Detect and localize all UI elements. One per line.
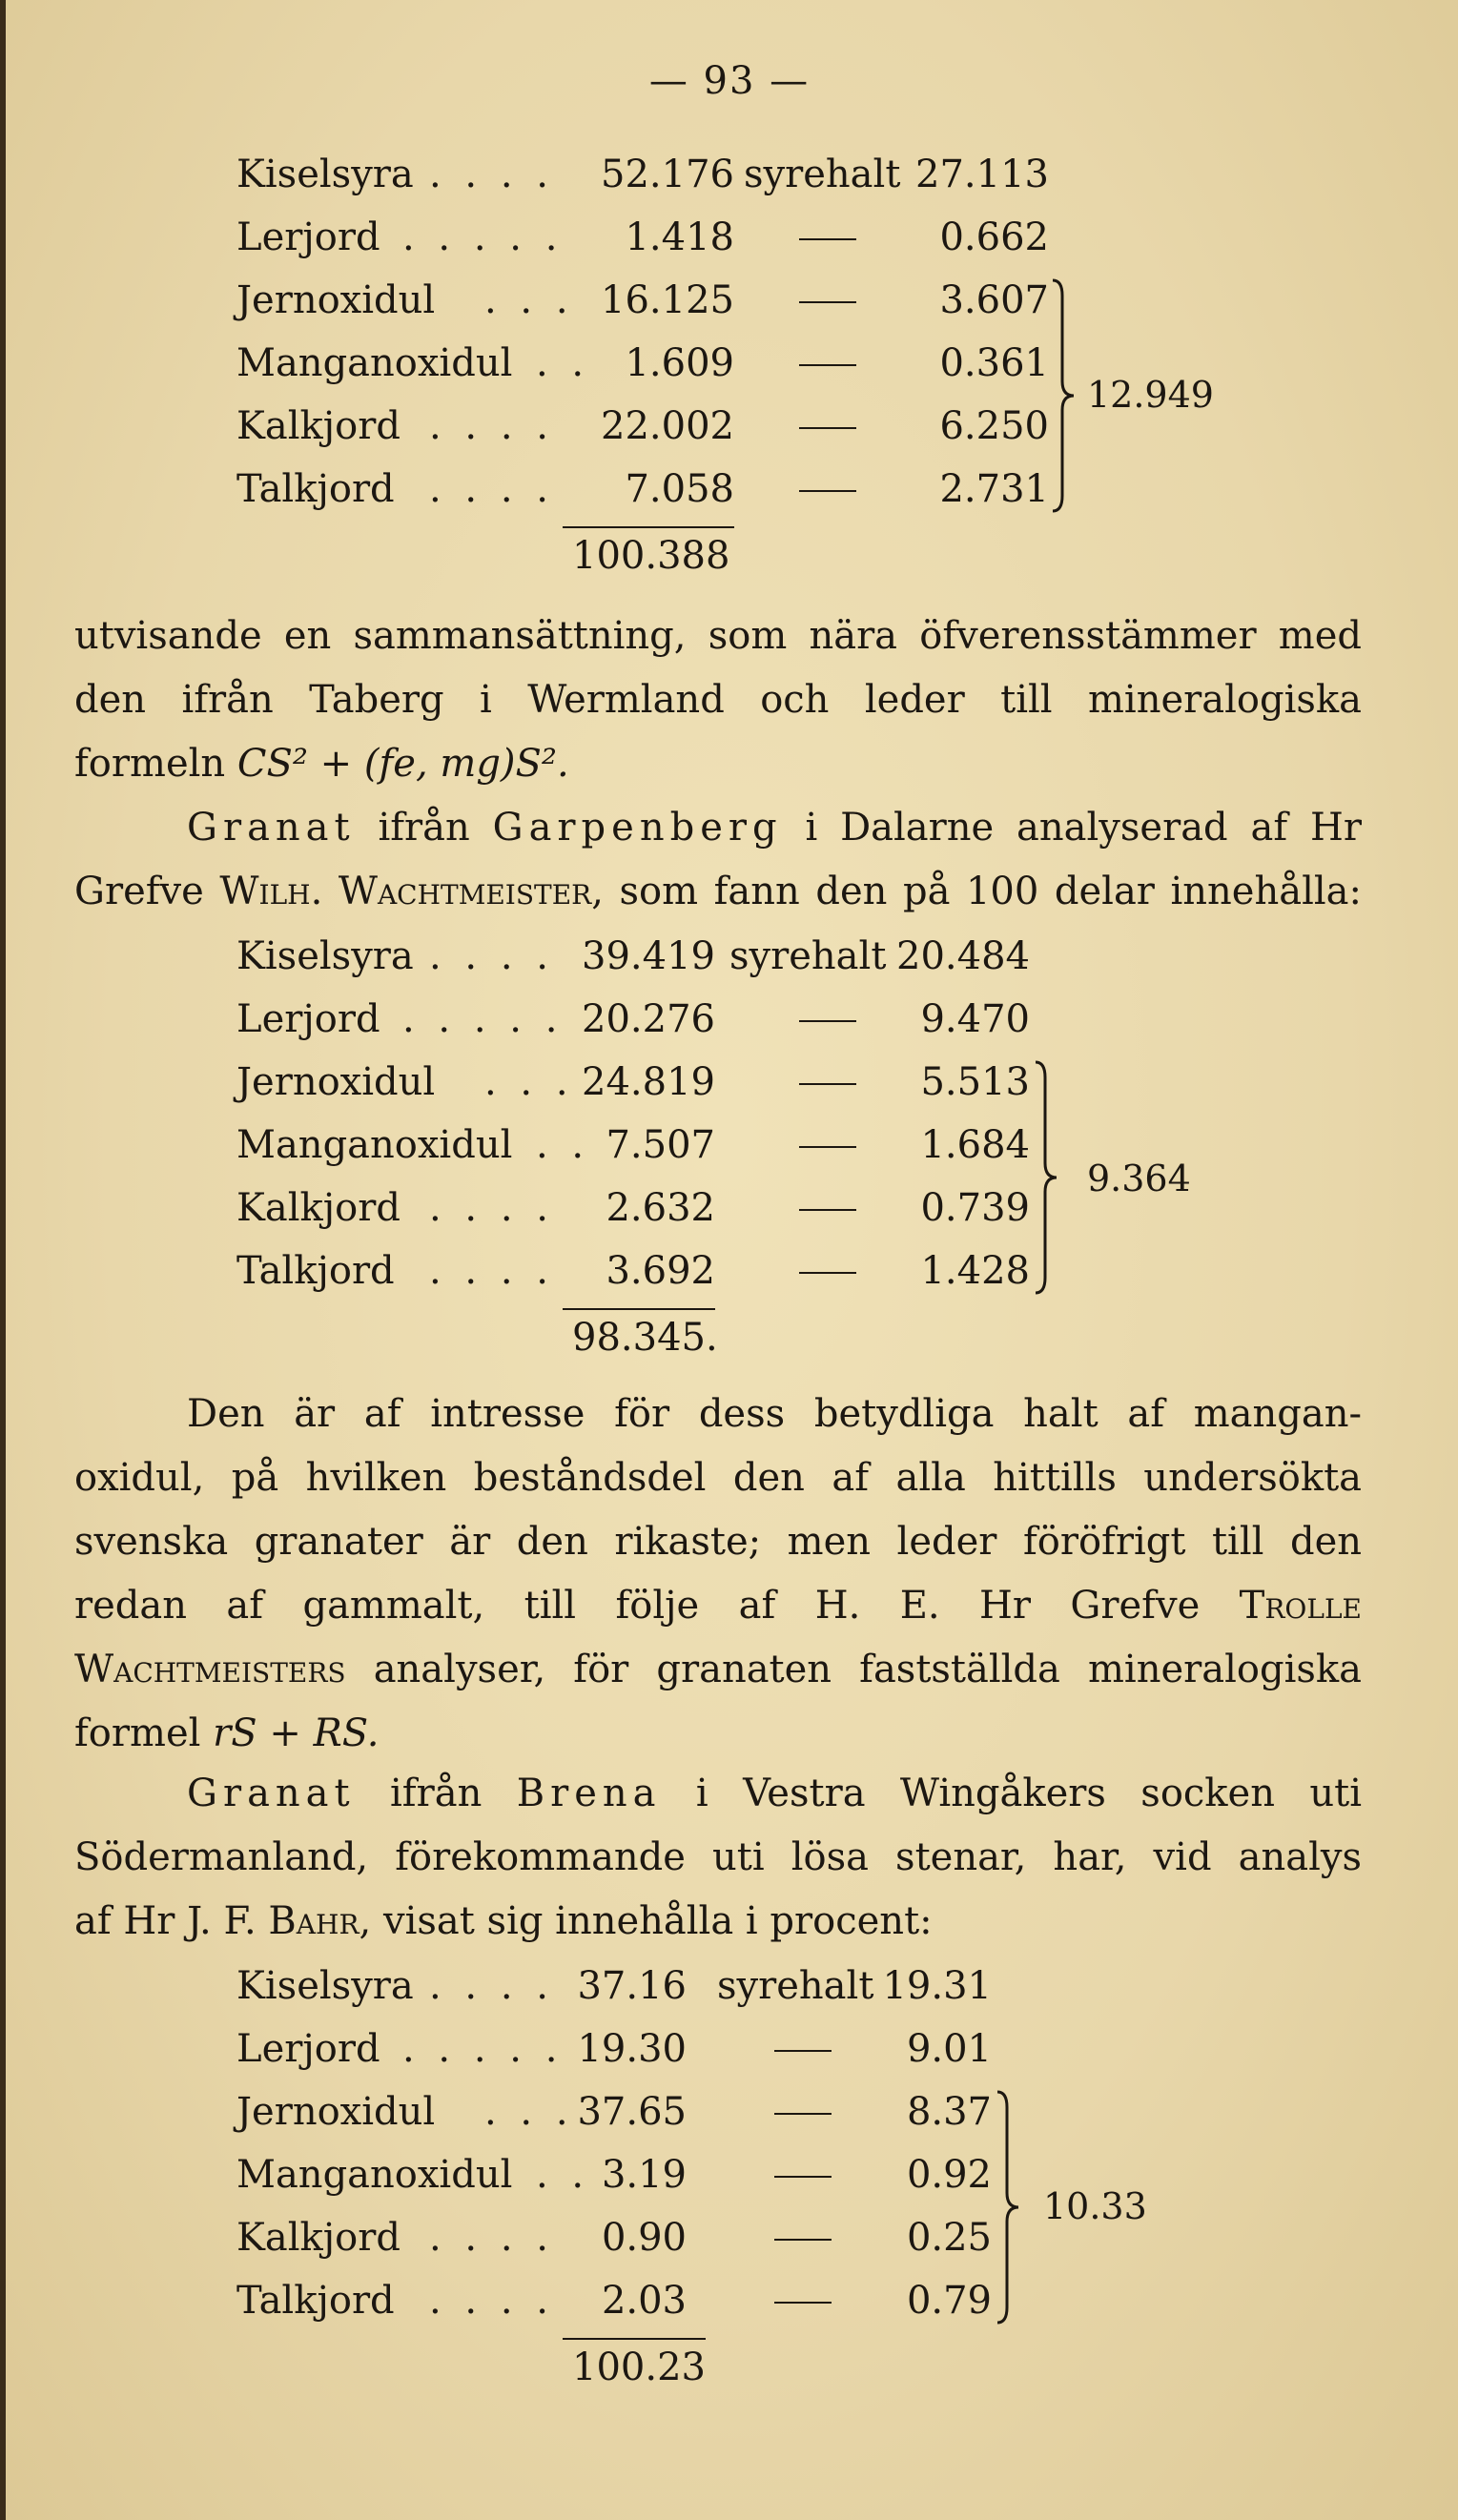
oxygen-value: 3.607 [939, 278, 1049, 322]
leader-dots: . . . [484, 278, 574, 322]
row-label: Lerjord [236, 215, 380, 259]
leader-dots: . . . [484, 2090, 574, 2134]
oxygen-header: syrehalt [717, 1964, 874, 2008]
oxygen-value: 1.684 [920, 1123, 1030, 1167]
row-label: Jernoxidul [236, 278, 436, 322]
text-fragment: i Vestra Wingåkers socken uti [695, 1772, 1362, 1815]
table-row [0, 2143, 1458, 2206]
table-row [0, 2080, 1458, 2143]
row-label: Talkjord [236, 2279, 395, 2323]
text-line: svenska granater är den rikaste; men leder föröfrigt till den [74, 1520, 1362, 1564]
table-row [0, 1177, 1458, 1240]
ditto-dash [799, 1020, 856, 1022]
percent-value: 19.30 [577, 2027, 687, 2071]
ditto-dash [774, 2050, 832, 2052]
leader-dots: . . [536, 1123, 590, 1167]
ditto-dash [799, 238, 856, 240]
oxygen-header: syrehalt [744, 153, 901, 196]
table-row [0, 395, 1458, 458]
page-number: — 93 — [648, 59, 811, 103]
ditto-dash [799, 490, 856, 492]
ditto-dash [799, 427, 856, 429]
table-row [0, 1114, 1458, 1177]
text-line [74, 860, 1362, 924]
text-fragment: formeln [74, 742, 226, 786]
percent-value: 3.692 [606, 1249, 715, 1293]
percent-value: 1.418 [625, 215, 734, 259]
oxygen-value: 6.250 [939, 404, 1049, 448]
text-fragment: af Hr J. F. [74, 1899, 257, 1943]
text-fragment: Grefve [74, 870, 204, 913]
row-label: Kalkjord [236, 404, 400, 448]
spaced-word: Granat [187, 806, 356, 850]
ditto-dash [774, 2239, 832, 2241]
chemical-formula: CS² + (fe, mg)S². [236, 742, 569, 786]
percent-value: 37.16 [577, 1964, 687, 2008]
text-line [74, 1702, 1362, 1766]
leader-dots: . . . . [429, 153, 555, 196]
oxygen-value: 0.79 [906, 2279, 992, 2323]
row-label: Manganoxidul [236, 1123, 513, 1167]
text-line [74, 732, 1362, 796]
ditto-dash [774, 2176, 832, 2178]
row-label: Manganoxidul [236, 341, 513, 385]
text-line: Södermanland, förekommande uti lösa stenar, har, vid analys [74, 1835, 1362, 1879]
paragraph-4 [74, 1762, 1362, 1954]
percent-value: 37.65 [577, 2090, 687, 2134]
curly-brace [994, 2088, 1022, 2326]
spaced-word: Garpenberg [492, 806, 783, 850]
percent-value: 52.176 [601, 153, 734, 196]
leader-dots: . . . . . [402, 215, 564, 259]
oxygen-value: 5.513 [920, 1060, 1030, 1104]
percent-value: 1.609 [625, 341, 734, 385]
oxygen-value: 0.361 [939, 341, 1049, 385]
curly-brace [1032, 1058, 1060, 1297]
row-label: Talkjord [236, 467, 395, 511]
table-row [0, 269, 1458, 332]
leader-dots: . . . . [429, 934, 555, 978]
leader-dots: . . . . . [402, 2027, 564, 2071]
table-row [0, 332, 1458, 395]
text-line [74, 1574, 1362, 1638]
table-row [0, 2018, 1458, 2080]
oxygen-value: 0.739 [920, 1186, 1030, 1230]
table-row [0, 2206, 1458, 2269]
oxygen-value: 9.01 [906, 2027, 992, 2071]
table-total: 100.388 [572, 534, 730, 578]
text-fragment: visat sig innehålla i procent: [382, 1899, 933, 1943]
table-row [0, 143, 1458, 206]
ditto-dash [799, 1209, 856, 1211]
brace-sum: 10.33 [1043, 2185, 1147, 2227]
text-fragment: redan af gammalt, till följe af H. E. Hr Grefve [74, 1584, 1201, 1628]
oxygen-value: 19.31 [882, 1964, 992, 2008]
row-label: Talkjord [236, 1249, 395, 1293]
row-label: Kiselsyra [236, 1964, 414, 2008]
table-row [0, 1051, 1458, 1114]
paragraph-2 [74, 796, 1362, 924]
oxygen-value: 20.484 [896, 934, 1030, 978]
oxygen-value: 8.37 [906, 2090, 992, 2134]
text-line [74, 1890, 1362, 1954]
row-label: Manganoxidul [236, 2153, 513, 2197]
leader-dots: . . . . [429, 404, 555, 448]
percent-value: 7.058 [625, 467, 734, 511]
text-line [74, 796, 1362, 860]
oxygen-value: 9.470 [920, 997, 1030, 1041]
sum-rule [563, 2338, 706, 2340]
leader-dots: . . . [484, 1060, 574, 1104]
table-row [0, 1240, 1458, 1302]
person-name: Trolle [1239, 1584, 1362, 1628]
text-line: Den är af intresse för dess betydliga halt af mangan- [187, 1392, 1362, 1436]
person-name: Wilh. Wachtmeister, [219, 870, 604, 913]
table-row [0, 458, 1458, 521]
paragraph-3 [74, 1383, 1362, 1766]
oxygen-header: syrehalt [729, 934, 887, 978]
text-line: utvisande en sammansättning, som nära öfverensstämmer med [74, 614, 1362, 658]
leader-dots: . . . . [429, 2216, 555, 2260]
spaced-word: Granat [187, 1772, 356, 1815]
oxygen-value: 27.113 [915, 153, 1049, 196]
curly-brace [1049, 277, 1078, 515]
table-row [0, 925, 1458, 988]
percent-value: 2.632 [606, 1186, 715, 1230]
ditto-dash [799, 1083, 856, 1085]
sum-rule [563, 1308, 715, 1310]
ditto-dash [799, 364, 856, 366]
text-fragment: ifrån [390, 1772, 483, 1815]
text-line [74, 1638, 1362, 1702]
leader-dots: . . [536, 2153, 590, 2197]
percent-value: 22.002 [601, 404, 734, 448]
table-total: 100.23 [572, 2346, 706, 2389]
spaced-word: Brena [516, 1772, 662, 1815]
text-line: den ifrån Taberg i Wermland och leder till mineralogiska [74, 678, 1362, 722]
table-row [0, 2269, 1458, 2332]
row-label: Kalkjord [236, 1186, 400, 1230]
row-label: Jernoxidul [236, 1060, 436, 1104]
oxygen-value: 2.731 [939, 467, 1049, 511]
text-line: oxidul, på hvilken beståndsdel den af alla hittills undersökta [74, 1456, 1362, 1500]
ditto-dash [774, 2113, 832, 2115]
percent-value: 16.125 [601, 278, 734, 322]
table-row [0, 988, 1458, 1051]
person-name: Bahr, [268, 1899, 372, 1943]
text-fragment: formel [74, 1711, 201, 1755]
row-label: Kalkjord [236, 2216, 400, 2260]
text-line [74, 1762, 1362, 1826]
leader-dots: . . . . [429, 1964, 555, 2008]
leader-dots: . . . . [429, 1249, 555, 1293]
leader-dots: . . . . [429, 2279, 555, 2323]
table-total: 98.345. [572, 1316, 718, 1360]
percent-value: 7.507 [606, 1123, 715, 1167]
percent-value: 2.03 [601, 2279, 687, 2323]
paragraph-1 [74, 604, 1362, 796]
text-fragment: i Dalarne analyserad af Hr [805, 806, 1362, 850]
text-fragment: som fann den på 100 delar innehålla: [619, 870, 1362, 913]
row-label: Lerjord [236, 2027, 380, 2071]
row-label: Kiselsyra [236, 153, 414, 196]
leader-dots: . . . . . [402, 997, 564, 1041]
brace-sum: 9.364 [1087, 1158, 1191, 1199]
percent-value: 20.276 [582, 997, 715, 1041]
row-label: Jernoxidul [236, 2090, 436, 2134]
oxygen-value: 0.662 [939, 215, 1049, 259]
ditto-dash [799, 1146, 856, 1148]
text-fragment: ifrån [378, 806, 470, 850]
table-row [0, 206, 1458, 269]
text-fragment: analyser, för granaten fastställda mineralogiska [373, 1648, 1362, 1691]
leader-dots: . . . . [429, 1186, 555, 1230]
person-name: Wachtmeisters [74, 1648, 346, 1691]
ditto-dash [774, 2302, 832, 2304]
leader-dots: . . . . [429, 467, 555, 511]
percent-value: 39.419 [582, 934, 715, 978]
percent-value: 24.819 [582, 1060, 715, 1104]
ditto-dash [799, 301, 856, 303]
chemical-formula: rS + RS. [213, 1711, 380, 1755]
oxygen-value: 0.92 [906, 2153, 992, 2197]
percent-value: 0.90 [601, 2216, 687, 2260]
oxygen-value: 1.428 [920, 1249, 1030, 1293]
ditto-dash [799, 1272, 856, 1274]
oxygen-value: 0.25 [906, 2216, 992, 2260]
brace-sum: 12.949 [1087, 374, 1214, 416]
row-label: Lerjord [236, 997, 380, 1041]
table-row [0, 1955, 1458, 2018]
leader-dots: . . [536, 341, 590, 385]
percent-value: 3.19 [601, 2153, 687, 2197]
row-label: Kiselsyra [236, 934, 414, 978]
sum-rule [563, 526, 734, 528]
